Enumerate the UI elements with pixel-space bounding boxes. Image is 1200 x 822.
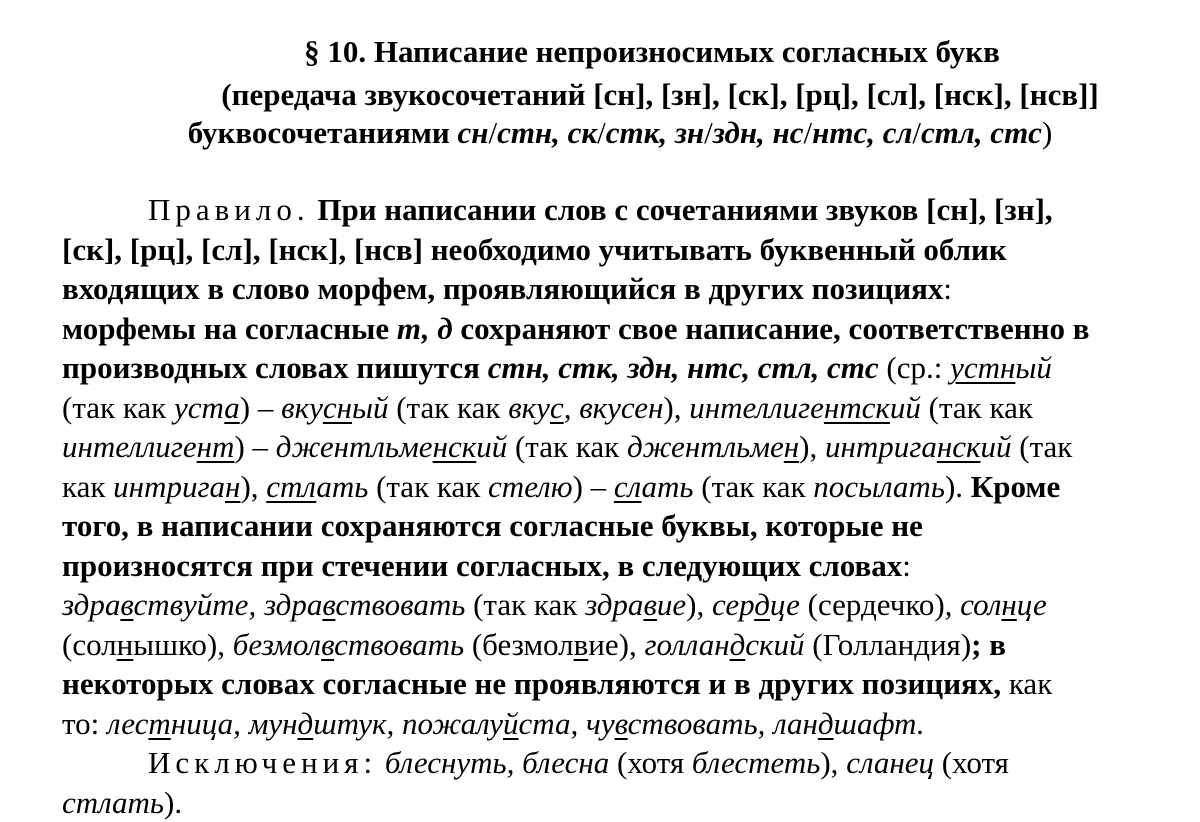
rule-line-11: здравствуйте, здравствовать (так как здравие), сердце (сердечко), солнце (62, 585, 1182, 625)
rule-line-14: то: лестница, мундштук, пожалуйста, чувствовать, ландшафт. (62, 704, 1182, 744)
rule-line-8: как интриган), стлать (так как стелю) – слать (так как посылать). Кроме (62, 467, 1182, 507)
rule-line-6: (так как уста) – вкусный (так как вкус, вкусен), интеллигентский (так как (62, 388, 1182, 428)
exceptions-line-1: Исключения: блеснуть, блесна (хотя блестеть), сланец (хотя (62, 743, 1182, 783)
rule-line-9: того, в написании сохраняются согласные буквы, которые не (62, 506, 1182, 546)
section-title-line-2: (передача звукосочетаний [сн], [зн], [ск], [рц], [сл], [нск], [нсв]] (60, 73, 1200, 116)
rule-line-7: интеллигент) – джентльменский (так как джентльмен), интриганский (так (62, 427, 1182, 467)
rule-line-2: [ск], [рц], [сл], [нск], [нсв] необходимо учитывать буквенный облик (62, 230, 1182, 270)
exceptions-label: Исключения: (148, 745, 377, 780)
rule-line-12: (солнышко), безмолвствовать (безмолвие), голландский (Голландия); в (62, 625, 1182, 665)
rule-line-13: некоторых словах согласные не проявляются и в других позициях, как (62, 664, 1182, 704)
rule-label: Правило. (148, 192, 310, 227)
rule-line-10: произносятся при стечении согласных, в следующих словах: (62, 546, 1182, 586)
rule-paragraph (62, 190, 1182, 822)
rule-line-4: морфемы на согласные т, д сохраняют свое написание, соответственно в (62, 309, 1182, 349)
exceptions-line-2: стлать). (62, 783, 1182, 822)
rule-line-3: входящих в слово морфем, проявляющийся в других позициях: (62, 269, 1182, 309)
section-title-line-3: буквосочетаниями сн/стн, ск/стк, зн/здн, нс/нтс, сл/стл, стс) (20, 111, 1200, 154)
section-title-line-1: § 10. Написание непроизносимых согласных букв (52, 30, 1200, 73)
rule-line-1: Правило. При написании слов с сочетаниями звуков [сн], [зн], (62, 190, 1182, 230)
rule-line-5: производных словах пишутся стн, стк, здн, нтс, стл, стс (ср.: устный (62, 348, 1182, 388)
